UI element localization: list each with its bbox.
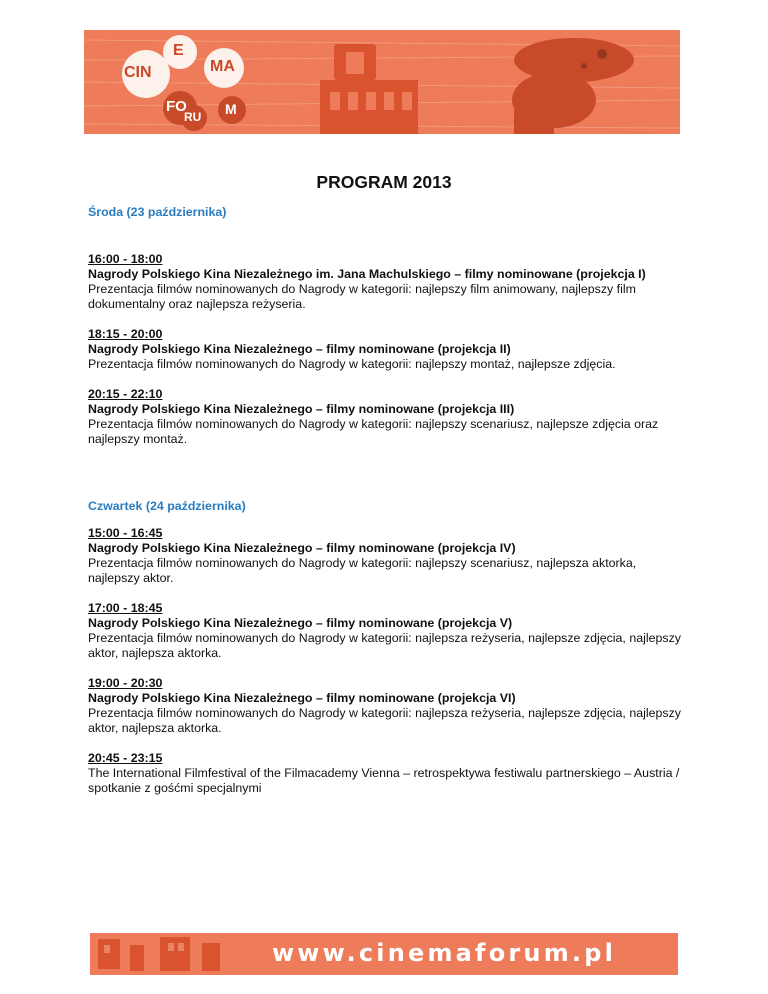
logo-letters-m: M <box>225 101 237 117</box>
day-heading-wednesday: Środa (23 października) <box>88 205 227 219</box>
event-time: 20:45 - 23:15 <box>88 751 163 765</box>
day-heading-thursday: Czwartek (24 października) <box>88 499 246 513</box>
event-item <box>88 252 688 312</box>
page-title: PROGRAM 2013 <box>316 172 452 192</box>
event-description: Prezentacja filmów nominowanych do Nagrody w kategorii: najlepszy montaż, najlepsze zdjęcia. <box>88 357 616 371</box>
event-description: Prezentacja filmów nominowanych do Nagrody w kategorii: najlepszy scenariusz, najlepsze zdjęcia oraz najlepszy montaż. <box>88 417 659 446</box>
event-time: 16:00 - 18:00 <box>88 252 163 266</box>
event-time: 20:15 - 22:10 <box>88 387 163 401</box>
event-description: Prezentacja filmów nominowanych do Nagrody w kategorii: najlepsza reżyseria, najlepsze zdjęcia, najlepszy aktor, najlepsza aktorka. <box>88 706 681 735</box>
event-title: Nagrody Polskiego Kina Niezależnego im. Jana Machulskiego – filmy nominowane (projekcja I) <box>88 267 646 281</box>
event-item <box>88 526 688 586</box>
event-time: 17:00 - 18:45 <box>88 601 163 615</box>
logo-letters-fo: FO <box>166 98 187 115</box>
event-time: 15:00 - 16:45 <box>88 526 163 540</box>
event-item <box>88 676 688 736</box>
event-description: The International Filmfestival of the Filmacademy Vienna – retrospektywa festiwalu partnerskiego – Austria / spotkanie z gośćmi specjalnymi <box>88 766 680 795</box>
event-title: Nagrody Polskiego Kina Niezależnego – filmy nominowane (projekcja II) <box>88 342 511 356</box>
event-title: Nagrody Polskiego Kina Niezależnego – filmy nominowane (projekcja V) <box>88 616 513 630</box>
logo-letters-ru: RU <box>184 110 202 124</box>
header-banner <box>84 30 680 134</box>
event-time: 18:15 - 20:00 <box>88 327 163 341</box>
program-content <box>88 205 688 811</box>
logo-letters-cin: CIN <box>124 64 152 81</box>
logo-letters-ma: MA <box>210 58 235 75</box>
event-title: Nagrody Polskiego Kina Niezależnego – filmy nominowane (projekcja VI) <box>88 691 516 705</box>
event-item <box>88 751 688 796</box>
event-description: Prezentacja filmów nominowanych do Nagrody w kategorii: najlepsza reżyseria, najlepsze zdjęcia, najlepszy aktor, najlepsza aktorka. <box>88 631 681 660</box>
website-url[interactable]: www.cinemaforum.pl <box>271 939 617 967</box>
logo-letters-e: E <box>173 42 184 59</box>
footer-banner <box>90 933 678 975</box>
event-item <box>88 387 688 447</box>
event-title: Nagrody Polskiego Kina Niezależnego – filmy nominowane (projekcja III) <box>88 402 515 416</box>
event-item <box>88 601 688 661</box>
creature-illustration <box>512 38 634 134</box>
event-description: Prezentacja filmów nominowanych do Nagrody w kategorii: najlepszy film animowany, najlepszy film dokumentalny oraz najlepsza reżyseria. <box>88 282 636 311</box>
event-description: Prezentacja filmów nominowanych do Nagrody w kategorii: najlepszy scenariusz, najlepsza aktorka, najlepszy aktor. <box>88 556 637 585</box>
event-item <box>88 327 688 372</box>
event-time: 19:00 - 20:30 <box>88 676 163 690</box>
event-title: Nagrody Polskiego Kina Niezależnego – filmy nominowane (projekcja IV) <box>88 541 516 555</box>
